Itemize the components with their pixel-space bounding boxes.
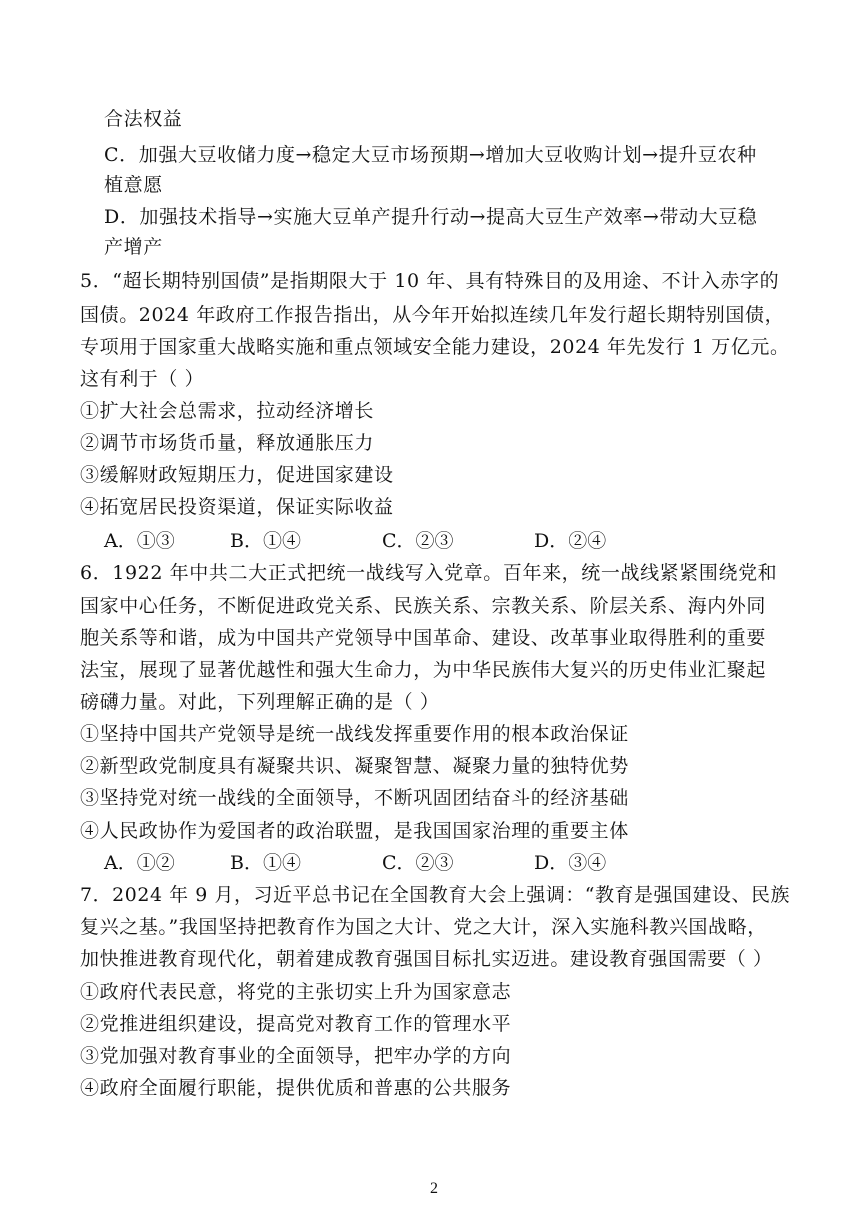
q7-stem-line: 复兴之基。”我国坚持把教育作为国之大计、党之大计，深入实施科教兴国战略， — [80, 916, 767, 938]
q6-option-a[interactable]: A．①② — [104, 852, 175, 874]
q5-stem-line: 国债。2024 年政府工作报告指出，从今年开始拟连续几年发行超长期特别国债， — [80, 304, 785, 326]
q6-stem-line: 磅礴力量。对此，下列理解正确的是（ ） — [80, 691, 440, 713]
q6-item: ②新型政党制度具有凝聚共识、凝聚智慧、凝聚力量的独特优势 — [80, 755, 629, 777]
q5-item: ②调节市场货币量，释放通胀压力 — [80, 432, 375, 454]
q5-stem-line: 专项用于国家重大战略实施和重点领域安全能力建设，2024 年先发行 1 万亿元。 — [80, 336, 790, 358]
q5-item: ①扩大社会总需求，拉动经济增长 — [80, 400, 375, 422]
q4-option-c: C．加强大豆收储力度→稳定大豆市场预期→增加大豆收购计划→提升豆农种 — [104, 144, 757, 166]
q7-stem-line: 7．2024 年 9 月，习近平总书记在全国教育大会上强调：“教育是强国建设、民族 — [80, 884, 790, 906]
q7-item: ①政府代表民意，将党的主张切实上升为国家意志 — [80, 981, 512, 1003]
q6-item: ①坚持中国共产党领导是统一战线发挥重要作用的根本政治保证 — [80, 723, 629, 745]
q5-option-c[interactable]: C．②③ — [382, 530, 454, 552]
q6-option-c[interactable]: C．②③ — [382, 852, 454, 874]
q6-stem-line: 6．1922 年中共二大正式把统一战线写入党章。百年来，统一战线紧紧围绕党和 — [80, 562, 778, 584]
q5-option-d[interactable]: D．②④ — [534, 530, 607, 552]
page-number: 2 — [430, 1180, 438, 1197]
q6-stem-line: 国家中心任务，不断促进政党关系、民族关系、宗教关系、阶层关系、海内外同 — [80, 595, 767, 617]
q5-stem-line: 这有利于（ ） — [80, 368, 205, 390]
q4-option-b-continuation: 合法权益 — [104, 108, 183, 130]
q4-option-c-continuation: 植意愿 — [104, 174, 163, 196]
q5-item: ③缓解财政短期压力，促进国家建设 — [80, 464, 394, 486]
q5-stem-line: 5．“超长期特别国债”是指期限大于 10 年、具有特殊目的及用途、不计入赤字的 — [80, 270, 780, 292]
q4-option-d-continuation: 产增产 — [104, 236, 163, 258]
q6-option-d[interactable]: D．③④ — [534, 852, 607, 874]
q7-item: ③党加强对教育事业的全面领导，把牢办学的方向 — [80, 1045, 512, 1067]
q7-item: ②党推进组织建设，提高党对教育工作的管理水平 — [80, 1013, 512, 1035]
q6-stem-line: 法宝，展现了显著优越性和强大生命力，为中华民族伟大复兴的历史伟业汇聚起 — [80, 659, 767, 681]
q5-item: ④拓宽居民投资渠道，保证实际收益 — [80, 496, 394, 518]
q5-option-b[interactable]: B．①④ — [230, 530, 301, 552]
q6-item: ③坚持党对统一战线的全面领导，不断巩固团结奋斗的经济基础 — [80, 787, 629, 809]
q7-stem-line: 加快推进教育现代化，朝着建成教育强国目标扎实迈进。建设教育强国需要（ ） — [80, 948, 773, 970]
q6-item: ④人民政协作为爱国者的政治联盟，是我国国家治理的重要主体 — [80, 820, 629, 842]
q4-option-d: D．加强技术指导→实施大豆单产提升行动→提高大豆生产效率→带动大豆稳 — [104, 206, 758, 228]
q6-option-b[interactable]: B．①④ — [230, 852, 301, 874]
q7-item: ④政府全面履行职能，提供优质和普惠的公共服务 — [80, 1077, 512, 1099]
q6-stem-line: 胞关系等和谐，成为中国共产党领导中国革命、建设、改革事业取得胜利的重要 — [80, 627, 767, 649]
q5-option-a[interactable]: A．①③ — [104, 530, 175, 552]
